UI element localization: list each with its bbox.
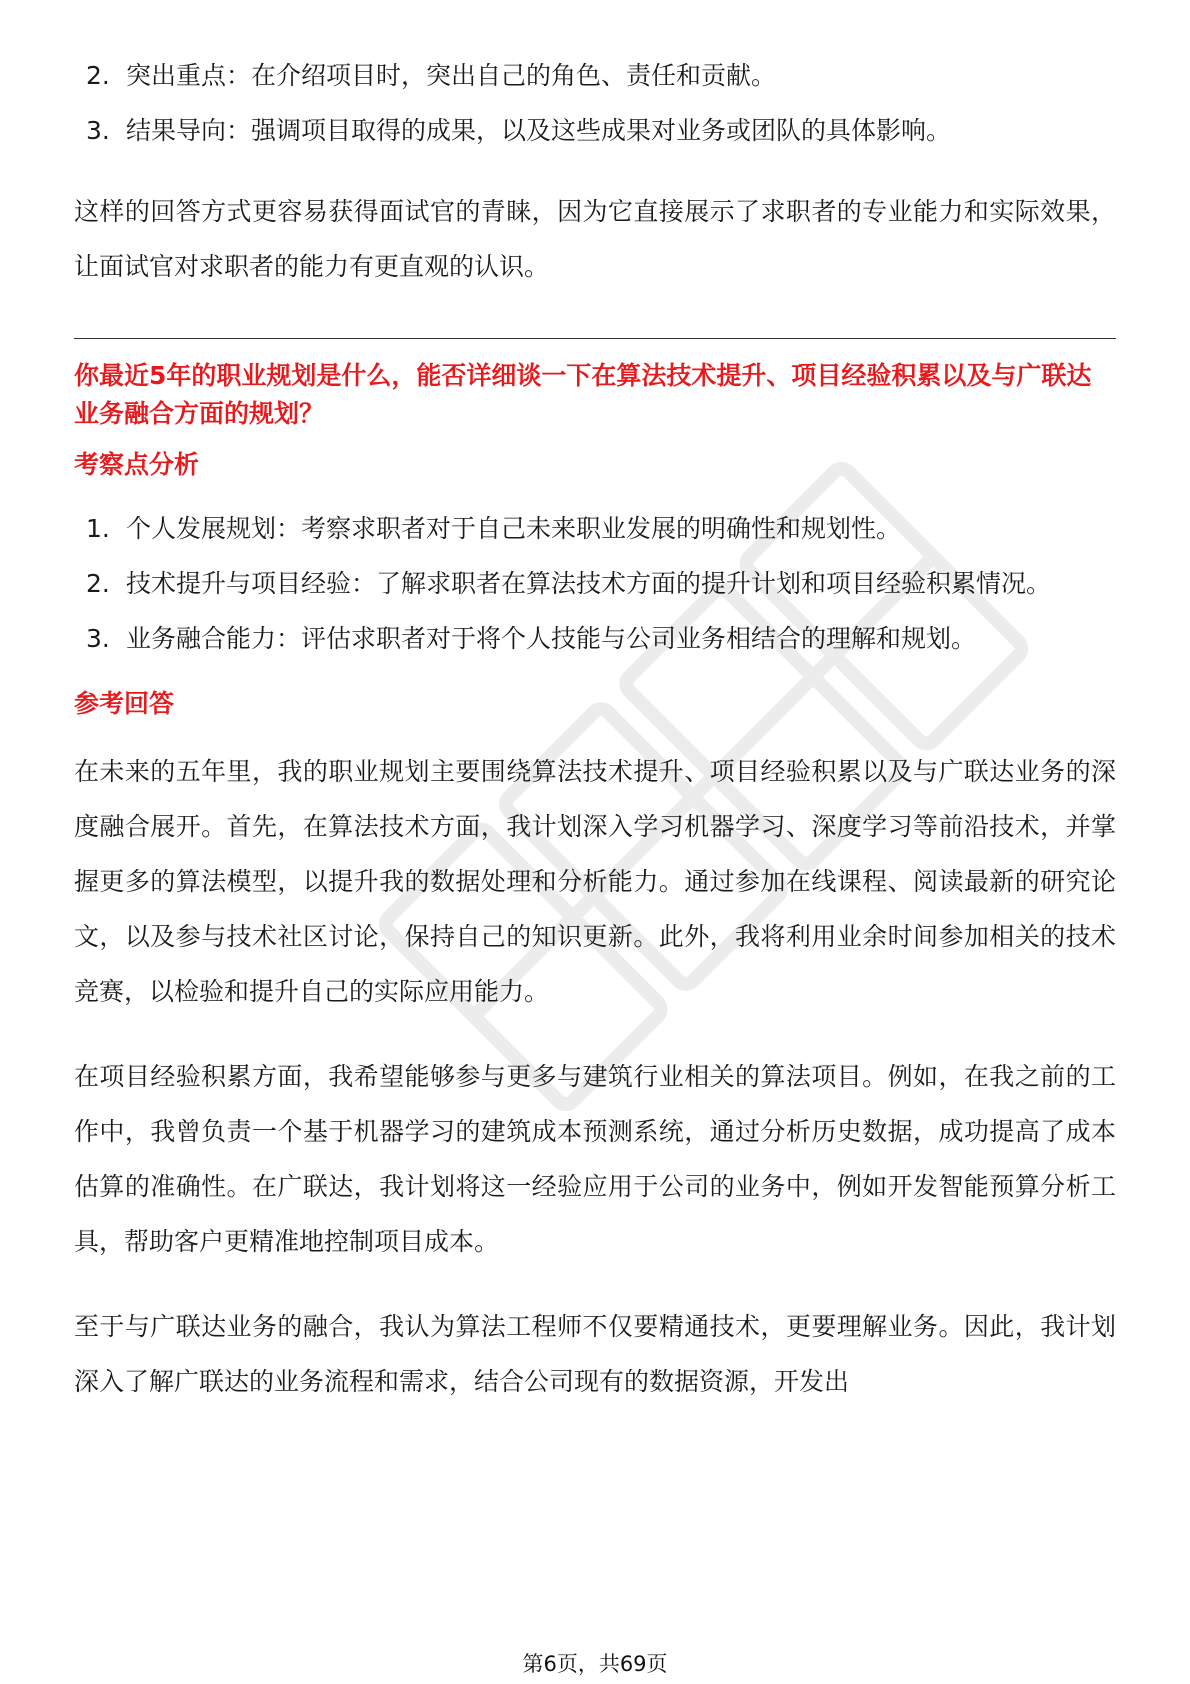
list-text: 结果导向：强调项目取得的成果，以及这些成果对业务或团队的具体影响。: [126, 116, 952, 145]
list-text: 技术提升与项目经验：了解求职者在算法技术方面的提升计划和项目经验积累情况。: [126, 569, 1052, 598]
section-divider: [74, 338, 1116, 339]
answer-paragraph: 在项目经验积累方面，我希望能够参与更多与建筑行业相关的算法项目。例如，在我之前的工作中，我曾负责一个基于机器学习的建筑成本预测系统，通过分析历史数据，成功提高了成本估算的准确性。在广联达，我计划将这一经验应用于公司的业务中，例如开发智能预算分析工具，帮助客户更精准地控制项目成本。: [74, 1062, 1116, 1256]
question-heading: 你最近5年的职业规划是什么，能否详细谈一下在算法技术提升、项目经验积累以及与广联达业务融合方面的规划？: [74, 361, 1092, 428]
list-item: [74, 501, 1116, 556]
list-number: 2.: [86, 61, 110, 90]
list-text: 个人发展规划：考察求职者对于自己未来职业发展的明确性和规划性。: [126, 514, 902, 543]
list-number: 3.: [86, 624, 110, 653]
list-number: 2.: [86, 569, 110, 598]
list-text: 突出重点：在介绍项目时，突出自己的角色、责任和贡献。: [126, 61, 777, 90]
list-item: [74, 556, 1116, 611]
answer-heading: 参考回答: [74, 689, 175, 718]
list-item: [74, 48, 1116, 103]
list-item: [74, 103, 1116, 158]
intro-list: [74, 48, 1116, 158]
analysis-list: [74, 501, 1116, 666]
list-text: 业务融合能力：评估求职者对于将个人技能与公司业务相结合的理解和规划。: [126, 624, 977, 653]
page-footer: 第6页，共69页: [522, 1652, 668, 1676]
list-item: [74, 611, 1116, 666]
list-number: 3.: [86, 116, 110, 145]
analysis-heading: 考察点分析: [74, 450, 200, 479]
intro-paragraph: 这样的回答方式更容易获得面试官的青睐，因为它直接展示了求职者的专业能力和实际效果，让面试官对求职者的能力有更直观的认识。: [74, 197, 1116, 281]
list-number: 1.: [86, 514, 110, 543]
page-content: [74, 0, 1116, 1409]
answer-paragraph: 在未来的五年里，我的职业规划主要围绕算法技术提升、项目经验积累以及与广联达业务的深度融合展开。首先，在算法技术方面，我计划深入学习机器学习、深度学习等前沿技术，并掌握更多的算法模型，以提升我的数据处理和分析能力。通过参加在线课程、阅读最新的研究论文，以及参与技术社区讨论，保持自己的知识更新。此外，我将利用业余时间参加相关的技术竞赛，以检验和提升自己的实际应用能力。: [74, 757, 1116, 1006]
answer-paragraph: 至于与广联达业务的融合，我认为算法工程师不仅要精通技术，更要理解业务。因此，我计划深入了解广联达的业务流程和需求，结合公司现有的数据资源，开发出: [74, 1312, 1116, 1396]
